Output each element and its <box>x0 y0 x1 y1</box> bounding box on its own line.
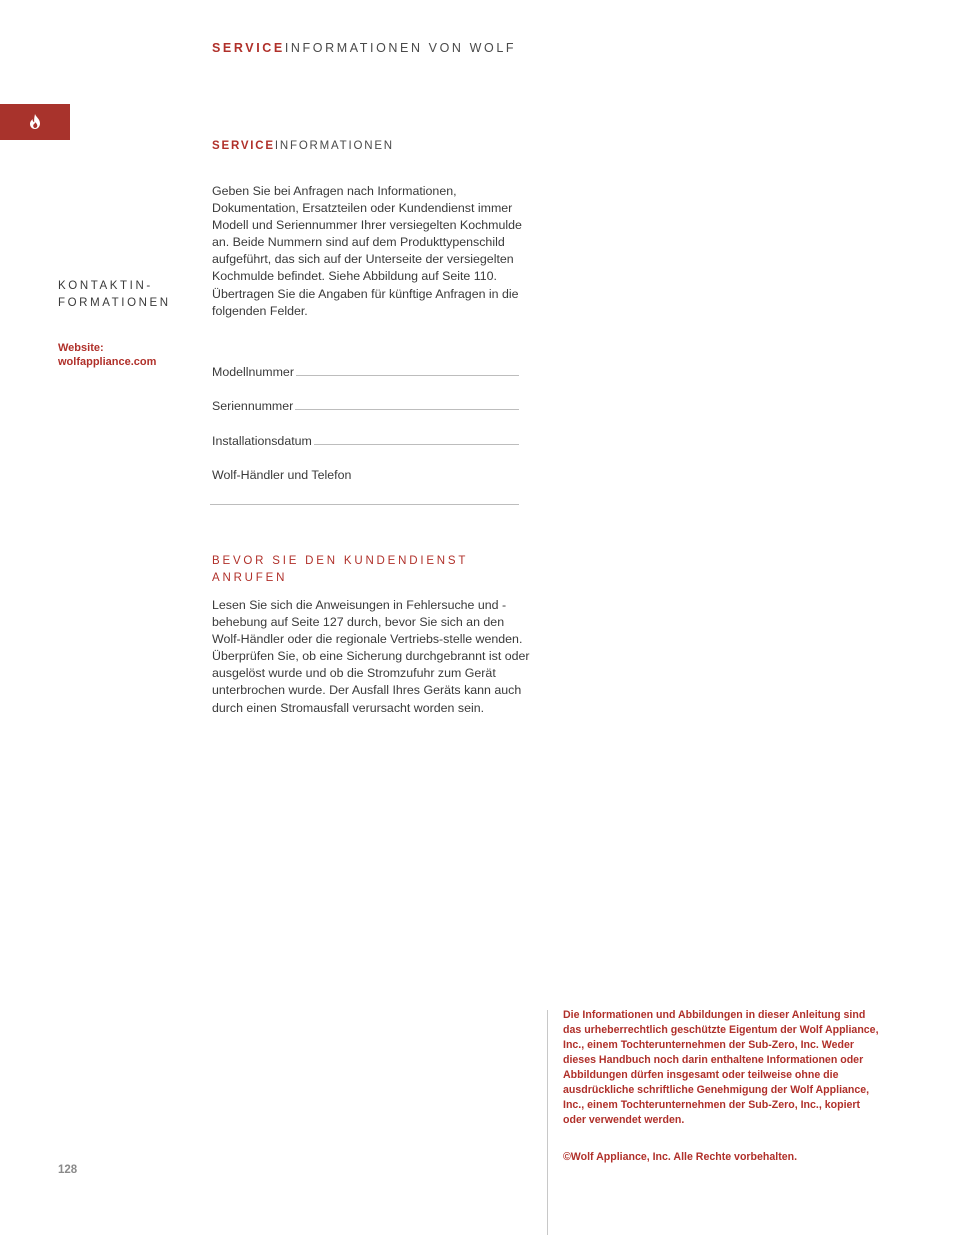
website-link[interactable]: wolfappliance.com <box>58 356 157 368</box>
contact-label-line1: KONTAKTIN- <box>58 280 153 292</box>
install-date-line[interactable] <box>314 444 519 445</box>
before-calling-text: Lesen Sie sich die Anweisungen in Fehlersuche und -behebung auf Seite 127 durch, bevor Sie sich an den Wolf-Händler oder die regionale Vertriebs-stelle wenden. Überprüfen Sie, ob eine Sicherung durchgebrannt ist oder ausgelöst wurde und ob die Stromzufuhr zum Gerät unterbrochen wurde. Der Ausfall Ihres Geräts kann auch durch einen Stromausfall verursacht worden sein. <box>212 598 530 715</box>
intro-paragraph: Geben Sie bei Anfragen nach Informationen, Dokumentation, Ersatzteilen oder Kundendienst immer Modell und Seriennummer Ihrer versiegelten Kochmulde an. Beide Nummern sind auf dem Produkttypenschild aufgeführt, das sich auf der Unterseite der versiegelten Kochmulde befindet. Siehe Abbildung auf Seite 110. Übertragen Sie die Angaben für künftige Anfragen in die folgenden Felder. <box>212 184 522 318</box>
page-header <box>212 41 516 55</box>
header-bold: SERVICE <box>212 41 285 55</box>
model-number-line[interactable] <box>296 375 519 376</box>
flame-icon <box>29 114 41 129</box>
footer-divider <box>547 1010 548 1235</box>
section-title-bold: SERVICE <box>212 140 275 152</box>
install-date-label: Installationsdatum <box>212 434 312 448</box>
website-label: Website: <box>58 342 104 354</box>
before-calling-title: BEVOR SIE DEN KUNDENDIENST ANRUFEN <box>212 555 468 584</box>
serial-number-field[interactable] <box>212 395 519 413</box>
contact-label-line2: FORMATIONEN <box>58 297 171 309</box>
dealer-line[interactable] <box>210 504 519 505</box>
serial-number-label: Seriennummer <box>212 399 294 413</box>
copyright-line: ©Wolf Appliance, Inc. Alle Rechte vorbehalten. <box>563 1151 798 1163</box>
header-rest: INFORMATIONEN VON WOLF <box>284 41 517 55</box>
install-date-field[interactable] <box>212 430 519 448</box>
section-title <box>212 140 394 152</box>
dealer-label: Wolf-Händler und Telefon <box>212 468 352 482</box>
serial-number-line[interactable] <box>295 409 519 410</box>
website-block <box>58 341 198 369</box>
copyright-notice: Die Informationen und Abbildungen in dieser Anleitung sind das urheberrechtlich geschützte Eigentum der Wolf Appliance, Inc., einem Tochterunternehmen der Sub-Zero, Inc. Weder dieses Handbuch noch darin enthaltene Informationen oder Abbildungen dürfen insgesamt oder teilweise ohne die ausdrückliche schriftliche Genehmigung der Wolf Appliance, Inc., einem Tochterunternehmen der Sub-Zero, Inc., kopiert oder verwendet werden. <box>563 1009 879 1126</box>
section-title-rest: INFORMATIONEN <box>274 140 394 152</box>
model-number-label: Modellnummer <box>212 365 294 379</box>
section-tab <box>0 104 70 140</box>
model-number-field[interactable] <box>212 361 519 379</box>
contact-label <box>58 278 188 312</box>
page-number: 128 <box>58 1164 78 1176</box>
dealer-field <box>212 464 519 482</box>
